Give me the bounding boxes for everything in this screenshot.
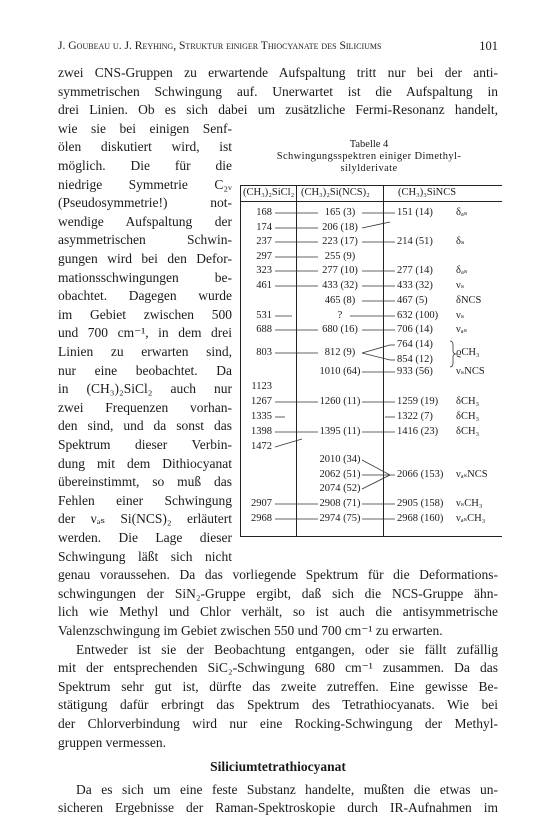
running-header bbox=[58, 38, 498, 54]
table-cell-col1: 803 bbox=[256, 347, 272, 358]
table-cell-col1: 168 bbox=[256, 207, 272, 218]
table-caption-title-cont: silylderivate bbox=[340, 163, 398, 174]
table-cell-assignment: νₐₛ bbox=[456, 324, 468, 335]
table-cell-col1: 323 bbox=[256, 265, 272, 276]
text-line: in (CH₃)₂SiCl₂ auch nur bbox=[58, 381, 232, 397]
table-caption-title: Schwingungsspektren einiger Dimethyl- bbox=[276, 151, 462, 162]
text-line: gruppen vermessen. bbox=[58, 734, 166, 750]
text-line: Entweder ist sie der Beobachtung entgangen, oder sie fällt zufällig bbox=[76, 641, 498, 657]
table-cell-col3: 1322 (7) bbox=[397, 411, 433, 422]
table-cell-col3: 933 (56) bbox=[397, 366, 433, 377]
table-cell-assignment: δₐₛ bbox=[456, 207, 468, 218]
table-cell-col3: 151 (14) bbox=[397, 207, 433, 218]
table-cell-col2: 1395 (11) bbox=[319, 426, 361, 437]
text-line: stätigung dafür erbringt das Spektrum des Tetrathiocyanats. Wie bei bbox=[58, 697, 498, 713]
table-cell-col2: 2074 (52) bbox=[319, 483, 361, 494]
text-line: Spektrum sehr gut ist, dürfte das zweite zutreffen. Eine gewisse Be- bbox=[58, 678, 498, 694]
table-cell-col2: 433 (32) bbox=[322, 280, 358, 291]
table-cell-col2: 206 (18) bbox=[322, 222, 358, 233]
table-cell-assignment: νₛNCS bbox=[456, 366, 485, 377]
table-cell-col2: 2062 (51) bbox=[319, 469, 361, 480]
table-cell-col3: 277 (14) bbox=[397, 265, 433, 276]
text-line: den sind, und da sonst das bbox=[58, 418, 232, 434]
table-cell-assignment: δₛ bbox=[456, 236, 465, 247]
table-cell-assignment: δCH₃ bbox=[456, 411, 480, 422]
table-cell-assignment: νₛCH₃ bbox=[456, 498, 483, 509]
text-line: im Gebiet zwischen 500 bbox=[58, 306, 232, 322]
text-line: dung mit dem Dithiocyanat bbox=[58, 455, 232, 471]
table-cell-col3: 1416 (23) bbox=[397, 426, 439, 437]
header-text: J. Goubeau u. J. Reyhing, Struktur einiger Thiocyanate des Siliciums bbox=[58, 39, 382, 52]
text-line: sicheren Ergebnisse der Raman-Spektroskopie durch IR-Aufnahmen im bbox=[58, 800, 498, 816]
table-cell-col2: 2974 (75) bbox=[319, 513, 361, 524]
table-cell-col2: 680 (16) bbox=[322, 324, 358, 335]
table-cell-assignment: δNCS bbox=[456, 295, 482, 306]
table-cell-col1: 237 bbox=[256, 236, 272, 247]
table-cell-col1: 531 bbox=[256, 310, 272, 321]
text-line: der Chlorverbindung wird nur eine Rocking-Schwingung der Methyl- bbox=[58, 716, 498, 731]
table-cell-col3: 1259 (19) bbox=[397, 396, 439, 407]
table-cell-assignment: δCH₃ bbox=[456, 426, 480, 437]
text-line: mit der entsprechenden SiC₂-Schwingung 680 cm⁻¹ zusammen. Da das bbox=[58, 660, 498, 676]
table-header-col3: (CH₃)₃SiNCS bbox=[398, 187, 457, 198]
table-cell-assignment: ϱCH₃ bbox=[456, 347, 480, 358]
text-line: (Pseudosymmetrie!) not- bbox=[58, 195, 232, 211]
table-cell-col2: 223 (17) bbox=[322, 236, 358, 247]
text-line: Fehlen einer Schwingung bbox=[58, 492, 232, 508]
table-cell-col1: 297 bbox=[256, 251, 272, 262]
text-line: ölen diskutiert wird, ist bbox=[58, 139, 232, 155]
table-cell-col1: 1335 bbox=[251, 411, 272, 422]
text-line: zwei CNS-Gruppen zu erwartende Aufspaltung tritt nur bei der anti- bbox=[58, 65, 498, 80]
table-cell-col3: 214 (51) bbox=[397, 236, 433, 247]
table-cell-assignment: νₐₛCH₃ bbox=[456, 513, 486, 524]
table-cell-col2: 2010 (34) bbox=[319, 454, 361, 465]
text-line: Linien zu erwarten sind, bbox=[58, 344, 232, 359]
table-cell-col1: 2907 bbox=[251, 498, 272, 509]
text-line: gungen wird bei den Defor- bbox=[58, 251, 232, 266]
table-cell-col2: 277 (10) bbox=[322, 265, 358, 276]
table-cell-col1: 174 bbox=[256, 222, 272, 233]
table-cell-col3: 467 (5) bbox=[397, 295, 428, 306]
text-line: der νₐₛ Si(NCS)₂ erläutert bbox=[58, 511, 232, 527]
table-cell-col2: 1260 (11) bbox=[319, 396, 361, 407]
text-line: möglich. Die für die bbox=[58, 158, 232, 173]
table-cell-col3: 2905 (158) bbox=[397, 498, 444, 509]
table-cell-col1: 2968 bbox=[251, 513, 272, 524]
text-line: symmetrischen Schwingung auf. Unerwartet ist die Aufspaltung in bbox=[58, 83, 498, 99]
text-line: wie sie bei einigen Senf- bbox=[58, 120, 232, 136]
correlation-line bbox=[275, 439, 302, 447]
text-line: übereinstimmt, so muß das bbox=[58, 474, 232, 490]
table-cell-assignment: δₐₛ bbox=[456, 265, 468, 276]
table-cell-col2: 2908 (71) bbox=[319, 498, 361, 509]
table-cell-col1: 461 bbox=[256, 280, 272, 291]
table-cell-col3: 854 (12) bbox=[397, 354, 433, 365]
table-cell-col1: 1123 bbox=[251, 381, 272, 392]
table-cell-col3: 632 (100) bbox=[397, 310, 439, 321]
table-cell-col2: 1010 (64) bbox=[319, 366, 361, 377]
text-line: Da es sich um eine feste Substanz handelte, mußten die etwas un- bbox=[76, 781, 498, 797]
table-cell-col1: 1472 bbox=[251, 441, 272, 452]
table-cell-col2: 465 (8) bbox=[324, 295, 356, 306]
page-number: 101 bbox=[479, 39, 498, 53]
table-header-col1: (CH₃)₂SiCl₂ bbox=[243, 187, 295, 198]
text-line: obachtet. Dagegen wurde bbox=[58, 288, 232, 304]
table-cell-assignment: νₛ bbox=[456, 310, 465, 321]
table-cell-assignment: δCH₃ bbox=[456, 396, 480, 407]
table-cell-col1: 688 bbox=[256, 324, 272, 335]
text-line: Valenzschwingung im Gebiet zwischen 550 und 700 cm⁻¹ zu erwarten. bbox=[58, 623, 443, 638]
table-cell-col2: 812 (9) bbox=[324, 347, 356, 358]
table-cell-col3: 706 (14) bbox=[397, 324, 433, 335]
table-cell-col1: 1267 bbox=[251, 396, 272, 407]
table-cell-col2: ? bbox=[337, 310, 343, 321]
table-caption-number: Tabelle 4 bbox=[349, 139, 389, 150]
table-cell-col2: 255 (9) bbox=[324, 251, 356, 262]
section-title: Siliciumtetrathiocyanat bbox=[210, 759, 346, 775]
spectra-table bbox=[240, 185, 502, 537]
text-line: wendige Aufspaltung der bbox=[58, 213, 232, 229]
text-line: genau voraussehen. Da das vorliegende Spektrum für die Deformations- bbox=[58, 567, 498, 583]
table-cell-assignment: νₐₛNCS bbox=[456, 469, 488, 480]
table-cell-col2: 165 (3) bbox=[324, 207, 356, 218]
table-cell-col3: 764 (14) bbox=[397, 339, 433, 350]
text-line: schwingungen der SiN₂-Gruppe ergibt, daß sich die NCS-Gruppe ähn- bbox=[58, 585, 498, 601]
text-line: werden. Die Lage dieser bbox=[58, 530, 232, 545]
table-cell-col3: 2968 (160) bbox=[397, 513, 444, 524]
text-line: und 700 cm⁻¹, in dem drei bbox=[58, 325, 232, 341]
table-cell-assignment: νₛ bbox=[456, 280, 465, 291]
text-line: asymmetrischen Schwin- bbox=[58, 232, 232, 248]
table-header-col2: (CH₃)₂Si(NCS)₂ bbox=[301, 187, 370, 198]
text-line: Schwingung läßt sich nicht bbox=[58, 548, 232, 564]
table-cell-col3: 433 (32) bbox=[397, 280, 433, 291]
text-line: zwei Frequenzen vorhan- bbox=[58, 399, 232, 415]
text-line: drei Linien. Ob es sich dabei um zusätzliche Fermi-Resonanz handelt, bbox=[58, 102, 498, 118]
table-cell-col3: 2066 (153) bbox=[397, 469, 444, 480]
text-line: niedrige Symmetrie C₂ᵥ bbox=[58, 176, 232, 192]
text-line: Spektrum dieser Verbin- bbox=[58, 437, 232, 452]
text-line: nur eine beobachtet. Da bbox=[58, 362, 232, 378]
text-line: mationsschwingungen be- bbox=[58, 269, 232, 285]
table-cell-col1: 1398 bbox=[251, 426, 272, 437]
text-line: lich wie Methyl und Chlor verhält, so ist auch die antisymmetrische bbox=[58, 604, 498, 620]
